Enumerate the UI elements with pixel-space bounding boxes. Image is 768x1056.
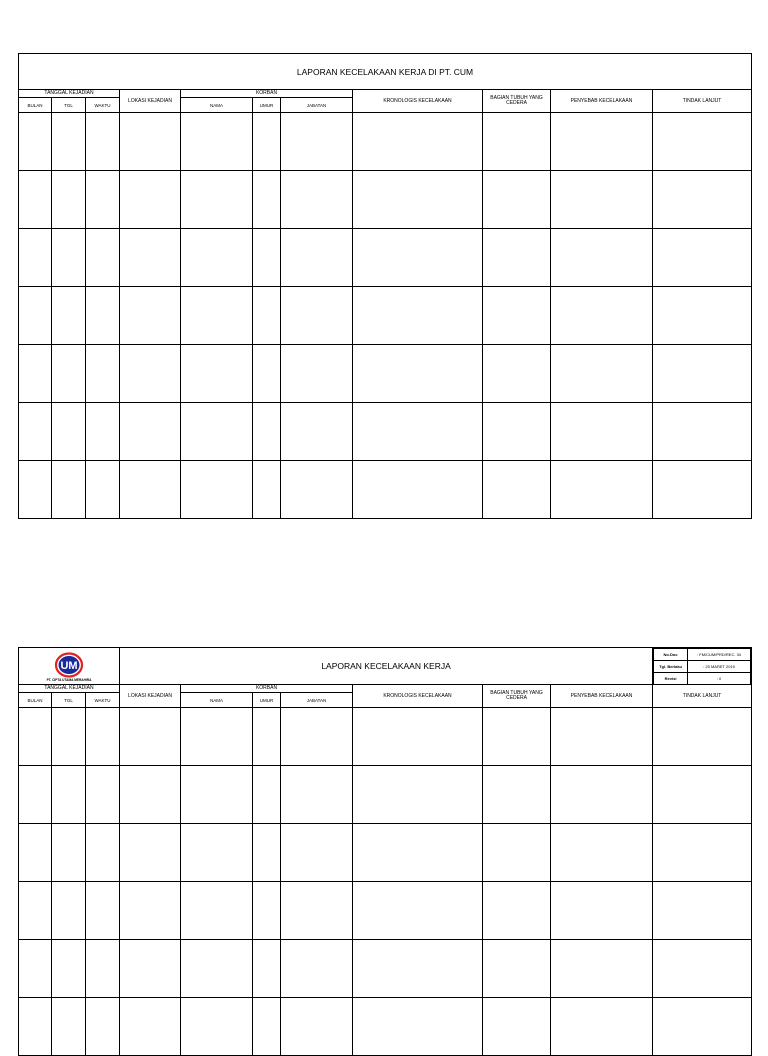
entry-cell[interactable] (52, 287, 86, 345)
entry-cell[interactable] (483, 998, 551, 1056)
entry-cell[interactable] (551, 940, 653, 998)
header-bulan: BULAN (19, 693, 52, 708)
entry-cell[interactable] (353, 766, 483, 824)
entry-cell[interactable] (653, 998, 752, 1056)
entry-cell[interactable] (551, 345, 653, 403)
header-tindak-lanjut: TINDAK LANJUT (653, 90, 752, 113)
entry-cell[interactable] (86, 824, 120, 882)
entry-row (19, 766, 752, 824)
entry-cell[interactable] (120, 766, 181, 824)
entry-cell[interactable] (281, 345, 353, 403)
entry-cell[interactable] (52, 229, 86, 287)
entry-cell[interactable] (120, 998, 181, 1056)
entry-cell[interactable] (181, 824, 253, 882)
company-name: PT. CIPTA UTAMA MERAHIRA (46, 678, 92, 682)
entry-cell[interactable] (19, 824, 52, 882)
entry-row (19, 998, 752, 1056)
entry-cell[interactable] (551, 708, 653, 766)
entry-cell[interactable] (483, 708, 551, 766)
logo-text: UM (60, 660, 78, 672)
entry-cell[interactable] (653, 824, 752, 882)
entry-cell[interactable] (653, 229, 752, 287)
entry-cell[interactable] (551, 766, 653, 824)
entry-cell[interactable] (483, 882, 551, 940)
entry-cell[interactable] (483, 229, 551, 287)
header-waktu: WAKTU (86, 693, 120, 708)
entry-cell[interactable] (120, 708, 181, 766)
entry-cell[interactable] (86, 403, 120, 461)
entry-cell[interactable] (19, 461, 52, 519)
entry-cell[interactable] (86, 940, 120, 998)
no-doc-value: : FM/CUM/PRD/REC. 34 (688, 649, 751, 661)
entry-cell[interactable] (281, 824, 353, 882)
header-tanggal-kejadian: TANGGAL KEJADIAN (19, 90, 120, 98)
entry-cell[interactable] (653, 461, 752, 519)
header-tgl: TGL (52, 693, 86, 708)
header-umur: UMUR (253, 693, 281, 708)
entry-row (19, 708, 752, 766)
entry-cell[interactable] (52, 940, 86, 998)
tgl-berlaku-label: Tgl. Berlaku (654, 661, 688, 673)
header-umur: UMUR (253, 98, 281, 113)
entry-row (19, 824, 752, 882)
entry-cell[interactable] (181, 403, 253, 461)
header-tanggal-kejadian: TANGGAL KEJADIAN (19, 685, 120, 693)
entry-cell[interactable] (52, 345, 86, 403)
entry-cell[interactable] (86, 998, 120, 1056)
entry-cell[interactable] (483, 461, 551, 519)
entry-cell[interactable] (551, 882, 653, 940)
entry-cell[interactable] (19, 940, 52, 998)
entry-cell[interactable] (86, 882, 120, 940)
entry-cell[interactable] (353, 113, 483, 171)
entry-cell[interactable] (253, 998, 281, 1056)
header-waktu: WAKTU (86, 98, 120, 113)
entry-cell[interactable] (653, 940, 752, 998)
entry-cell[interactable] (551, 113, 653, 171)
entry-cell[interactable] (19, 345, 52, 403)
entry-cell[interactable] (181, 171, 253, 229)
entry-cell[interactable] (353, 171, 483, 229)
entry-cell[interactable] (551, 403, 653, 461)
entry-cell[interactable] (483, 766, 551, 824)
entry-cell[interactable] (353, 824, 483, 882)
no-doc-label: No.Doc (654, 649, 688, 661)
entry-cell[interactable] (253, 229, 281, 287)
header-tindak-lanjut: TINDAK LANJUT (653, 685, 752, 708)
revisi-value: : 0 (688, 673, 751, 685)
entry-cell[interactable] (483, 940, 551, 998)
entry-cell[interactable] (120, 461, 181, 519)
entry-cell[interactable] (86, 287, 120, 345)
company-logo-block (19, 648, 120, 685)
entry-cell[interactable] (120, 824, 181, 882)
entry-cell[interactable] (19, 229, 52, 287)
entry-cell[interactable] (19, 171, 52, 229)
entry-cell[interactable] (19, 287, 52, 345)
header-lokasi-kejadian: LOKASI KEJADIAN (120, 90, 181, 113)
header-nama: NAMA (181, 98, 253, 113)
header-korban: KORBAN (181, 90, 353, 98)
blank-rows-2 (19, 708, 752, 1056)
accident-report-table-2 (18, 647, 752, 1056)
entry-cell[interactable] (353, 403, 483, 461)
entry-cell[interactable] (253, 287, 281, 345)
entry-cell[interactable] (86, 171, 120, 229)
entry-cell[interactable] (353, 461, 483, 519)
entry-cell[interactable] (120, 345, 181, 403)
entry-cell[interactable] (181, 940, 253, 998)
entry-cell[interactable] (281, 766, 353, 824)
entry-cell[interactable] (653, 171, 752, 229)
entry-cell[interactable] (653, 766, 752, 824)
entry-cell[interactable] (551, 171, 653, 229)
entry-cell[interactable] (19, 708, 52, 766)
entry-cell[interactable] (551, 229, 653, 287)
entry-cell[interactable] (52, 998, 86, 1056)
header-bagian-tubuh: BAGIAN TUBUH YANG CEDERA (483, 90, 551, 113)
report-title: LAPORAN KECELAKAAN KERJA (120, 648, 653, 685)
entry-cell[interactable] (52, 766, 86, 824)
entry-row (19, 229, 752, 287)
entry-cell[interactable] (19, 766, 52, 824)
entry-cell[interactable] (181, 287, 253, 345)
entry-cell[interactable] (281, 940, 353, 998)
entry-cell[interactable] (181, 708, 253, 766)
entry-cell[interactable] (52, 882, 86, 940)
header-kronologis: KRONOLOGIS KECELAKAAN (353, 685, 483, 708)
entry-cell[interactable] (120, 882, 181, 940)
header-bagian-tubuh: BAGIAN TUBUH YANG CEDERA (483, 685, 551, 708)
entry-cell[interactable] (483, 345, 551, 403)
entry-cell[interactable] (19, 403, 52, 461)
header-lokasi-kejadian: LOKASI KEJADIAN (120, 685, 181, 708)
entry-cell[interactable] (353, 287, 483, 345)
entry-cell[interactable] (253, 766, 281, 824)
entry-cell[interactable] (281, 229, 353, 287)
entry-cell[interactable] (483, 287, 551, 345)
header-korban: KORBAN (181, 685, 353, 693)
entry-cell[interactable] (86, 229, 120, 287)
entry-cell[interactable] (86, 708, 120, 766)
entry-cell[interactable] (253, 882, 281, 940)
entry-cell[interactable] (181, 345, 253, 403)
entry-cell[interactable] (551, 287, 653, 345)
header-tgl: TGL (52, 98, 86, 113)
entry-row (19, 882, 752, 940)
entry-cell[interactable] (653, 882, 752, 940)
entry-cell[interactable] (353, 708, 483, 766)
blank-rows-1 (19, 113, 752, 519)
entry-cell[interactable] (653, 287, 752, 345)
entry-cell[interactable] (281, 403, 353, 461)
entry-row (19, 287, 752, 345)
entry-cell[interactable] (120, 113, 181, 171)
header-bulan: BULAN (19, 98, 52, 113)
entry-cell[interactable] (181, 113, 253, 171)
entry-row (19, 403, 752, 461)
entry-cell[interactable] (483, 113, 551, 171)
entry-cell[interactable] (253, 345, 281, 403)
entry-cell[interactable] (281, 998, 353, 1056)
entry-cell[interactable] (353, 998, 483, 1056)
entry-cell[interactable] (19, 113, 52, 171)
entry-cell[interactable] (86, 766, 120, 824)
entry-cell[interactable] (181, 229, 253, 287)
revisi-label: Revisi (654, 673, 688, 685)
document-info (653, 648, 752, 685)
header-jabatan: JABATAN (281, 693, 353, 708)
entry-cell[interactable] (353, 940, 483, 998)
entry-cell[interactable] (483, 824, 551, 882)
entry-cell[interactable] (253, 171, 281, 229)
entry-cell[interactable] (181, 882, 253, 940)
entry-cell[interactable] (120, 403, 181, 461)
entry-cell[interactable] (52, 171, 86, 229)
entry-cell[interactable] (253, 824, 281, 882)
entry-cell[interactable] (353, 229, 483, 287)
entry-cell[interactable] (551, 998, 653, 1056)
entry-cell[interactable] (281, 461, 353, 519)
entry-row (19, 461, 752, 519)
entry-cell[interactable] (19, 882, 52, 940)
entry-row (19, 345, 752, 403)
header-penyebab: PENYEBAB KECELAKAAN (551, 90, 653, 113)
entry-cell[interactable] (653, 345, 752, 403)
entry-cell[interactable] (52, 708, 86, 766)
entry-cell[interactable] (653, 113, 752, 171)
entry-cell[interactable] (181, 461, 253, 519)
entry-cell[interactable] (120, 287, 181, 345)
entry-cell[interactable] (253, 461, 281, 519)
entry-cell[interactable] (483, 403, 551, 461)
entry-cell[interactable] (181, 998, 253, 1056)
entry-cell[interactable] (353, 345, 483, 403)
entry-cell[interactable] (281, 882, 353, 940)
entry-cell[interactable] (551, 824, 653, 882)
entry-cell[interactable] (52, 403, 86, 461)
entry-cell[interactable] (281, 113, 353, 171)
header-penyebab: PENYEBAB KECELAKAAN (551, 685, 653, 708)
entry-cell[interactable] (19, 998, 52, 1056)
entry-cell[interactable] (253, 708, 281, 766)
entry-cell[interactable] (253, 940, 281, 998)
tgl-berlaku-value: : 25 MARET 2019 (688, 661, 751, 673)
header-nama: NAMA (181, 693, 253, 708)
entry-cell[interactable] (253, 113, 281, 171)
entry-cell[interactable] (281, 287, 353, 345)
header-kronologis: KRONOLOGIS KECELAKAAN (353, 90, 483, 113)
header-jabatan: JABATAN (281, 98, 353, 113)
entry-cell[interactable] (181, 766, 253, 824)
entry-cell[interactable] (52, 113, 86, 171)
entry-cell[interactable] (551, 461, 653, 519)
entry-cell[interactable] (120, 940, 181, 998)
entry-cell[interactable] (353, 882, 483, 940)
entry-cell[interactable] (52, 824, 86, 882)
entry-cell[interactable] (120, 229, 181, 287)
entry-cell[interactable] (253, 403, 281, 461)
entry-cell[interactable] (281, 708, 353, 766)
report-title: LAPORAN KECELAKAAN KERJA DI PT. CUM (19, 54, 752, 90)
entry-cell[interactable] (86, 345, 120, 403)
entry-cell[interactable] (653, 708, 752, 766)
entry-cell[interactable] (86, 461, 120, 519)
entry-cell[interactable] (120, 171, 181, 229)
entry-cell[interactable] (281, 171, 353, 229)
company-logo-icon (53, 652, 85, 678)
entry-row (19, 940, 752, 998)
accident-report-table-1 (18, 53, 752, 519)
entry-cell[interactable] (52, 461, 86, 519)
entry-cell[interactable] (483, 171, 551, 229)
entry-row (19, 113, 752, 171)
entry-cell[interactable] (653, 403, 752, 461)
entry-row (19, 171, 752, 229)
entry-cell[interactable] (86, 113, 120, 171)
